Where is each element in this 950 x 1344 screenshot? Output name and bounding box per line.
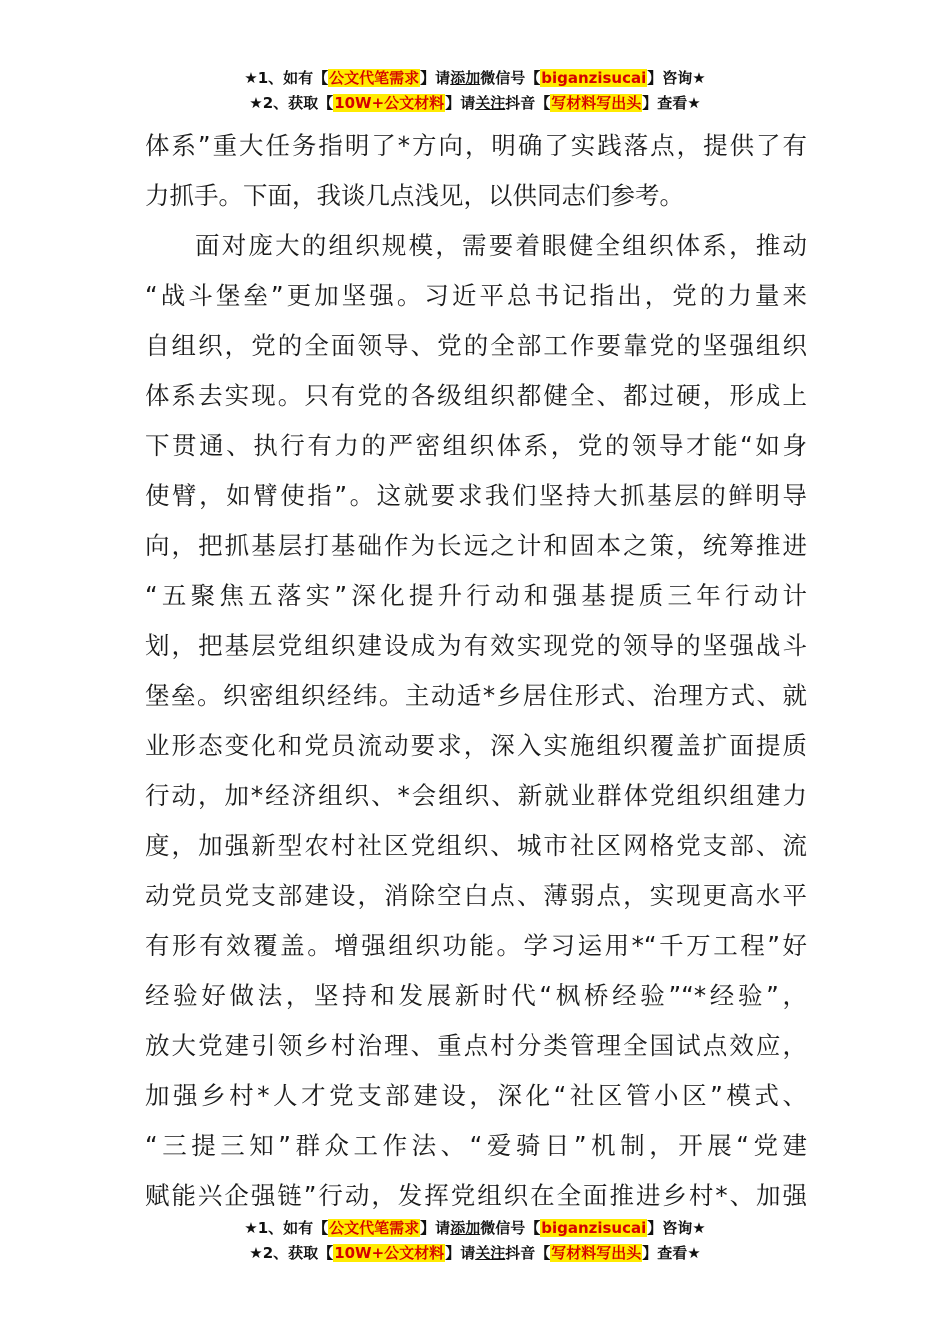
banner-highlight: 公文代笔需求 bbox=[329, 1219, 420, 1237]
text-line: 力抓手。下面，我谈几点浅见，以供同志们参考。 bbox=[145, 181, 684, 210]
text-line: 有形有效覆盖。增强组织功能。学习运用*“千万工程”好 bbox=[145, 931, 807, 960]
banner-text: 微信号【 bbox=[480, 69, 541, 87]
text-line: 行动，加*经济组织、*会组织、新就业群体党组织组建力 bbox=[145, 781, 807, 810]
text-line: 体系”重大任务指明了*方向，明确了实践落点，提供了有 bbox=[145, 131, 807, 160]
banner-line-2 bbox=[0, 1241, 950, 1266]
document-body bbox=[145, 121, 807, 1221]
banner-text: ★2、获取【 bbox=[249, 1244, 334, 1262]
banner-text: ★2、获取【 bbox=[249, 94, 334, 112]
text-line: 划，把基层党组织建设成为有效实现党的领导的坚强战斗 bbox=[145, 631, 807, 660]
text-line: 动党员党支部建设，消除空白点、薄弱点，实现更高水平 bbox=[145, 881, 807, 910]
footer-banner bbox=[0, 1216, 950, 1266]
text-line: 堡垒。织密组织经纬。主动适*乡居住形式、治理方式、就 bbox=[145, 681, 807, 710]
banner-line-2 bbox=[0, 91, 950, 116]
banner-underline: 关注 bbox=[475, 1244, 506, 1262]
text-line: 经验好做法，坚持和发展新时代“枫桥经验”“*经验”， bbox=[145, 981, 807, 1010]
banner-text: 】咨询★ bbox=[647, 69, 706, 87]
banner-text: 】请 bbox=[420, 69, 451, 87]
banner-highlight: 公文代笔需求 bbox=[329, 69, 420, 87]
banner-highlight: 10W+公文材料 bbox=[334, 94, 445, 112]
text-line: 使臂，如臂使指”。这就要求我们坚持大抓基层的鲜明导 bbox=[145, 481, 807, 510]
text-line: 下贯通、执行有力的严密组织体系，党的领导才能“如身 bbox=[145, 431, 807, 460]
banner-highlight: 写材料写出头 bbox=[551, 1244, 642, 1262]
banner-text: 抖音【 bbox=[505, 94, 551, 112]
banner-highlight: 10W+公文材料 bbox=[334, 1244, 445, 1262]
paragraph-first-line: 面对庞大的组织规模，需要着眼健全组织体系，推动 bbox=[195, 231, 807, 260]
banner-line-1 bbox=[0, 66, 950, 91]
text-line: 业形态变化和党员流动要求，深入实施组织覆盖扩面提质 bbox=[145, 731, 807, 760]
banner-highlight: biganzisucai bbox=[541, 69, 647, 87]
header-banner bbox=[0, 66, 950, 116]
banner-text: 】请 bbox=[445, 94, 476, 112]
banner-highlight: biganzisucai bbox=[541, 1219, 647, 1237]
banner-highlight: 写材料写出头 bbox=[551, 94, 642, 112]
text-line: 赋能兴企强链”行动，发挥党组织在全面推进乡村*、加强 bbox=[145, 1181, 807, 1210]
text-line: “三提三知”群众工作法、“爱骑日”机制，开展“党建 bbox=[145, 1131, 807, 1160]
banner-text: ★1、如有【 bbox=[244, 69, 329, 87]
banner-text: 】查看★ bbox=[642, 1244, 701, 1262]
text-line: 向，把抓基层打基础作为长远之计和固本之策，统筹推进 bbox=[145, 531, 807, 560]
banner-text: 】查看★ bbox=[642, 94, 701, 112]
banner-underline: 添加 bbox=[450, 1219, 481, 1237]
banner-text: 】咨询★ bbox=[647, 1219, 706, 1237]
text-line: 放大党建引领乡村治理、重点村分类管理全国试点效应， bbox=[145, 1031, 807, 1060]
banner-text: 】请 bbox=[445, 1244, 476, 1262]
banner-underline: 关注 bbox=[475, 94, 506, 112]
text-line: 体系去实现。只有党的各级组织都健全、都过硬，形成上 bbox=[145, 381, 807, 410]
text-line: “战斗堡垒”更加坚强。习近平总书记指出，党的力量来 bbox=[145, 281, 807, 310]
banner-text: 微信号【 bbox=[480, 1219, 541, 1237]
banner-underline: 添加 bbox=[450, 69, 481, 87]
banner-text: 】请 bbox=[420, 1219, 451, 1237]
text-line: 加强乡村*人才党支部建设，深化“社区管小区”模式、 bbox=[145, 1081, 807, 1110]
banner-line-1 bbox=[0, 1216, 950, 1241]
text-line: 自组织，党的全面领导、党的全部工作要靠党的坚强组织 bbox=[145, 331, 807, 360]
text-line: “五聚焦五落实”深化提升行动和强基提质三年行动计 bbox=[145, 581, 807, 610]
banner-text: ★1、如有【 bbox=[244, 1219, 329, 1237]
text-line: 度，加强新型农村社区党组织、城市社区网格党支部、流 bbox=[145, 831, 807, 860]
banner-text: 抖音【 bbox=[505, 1244, 551, 1262]
